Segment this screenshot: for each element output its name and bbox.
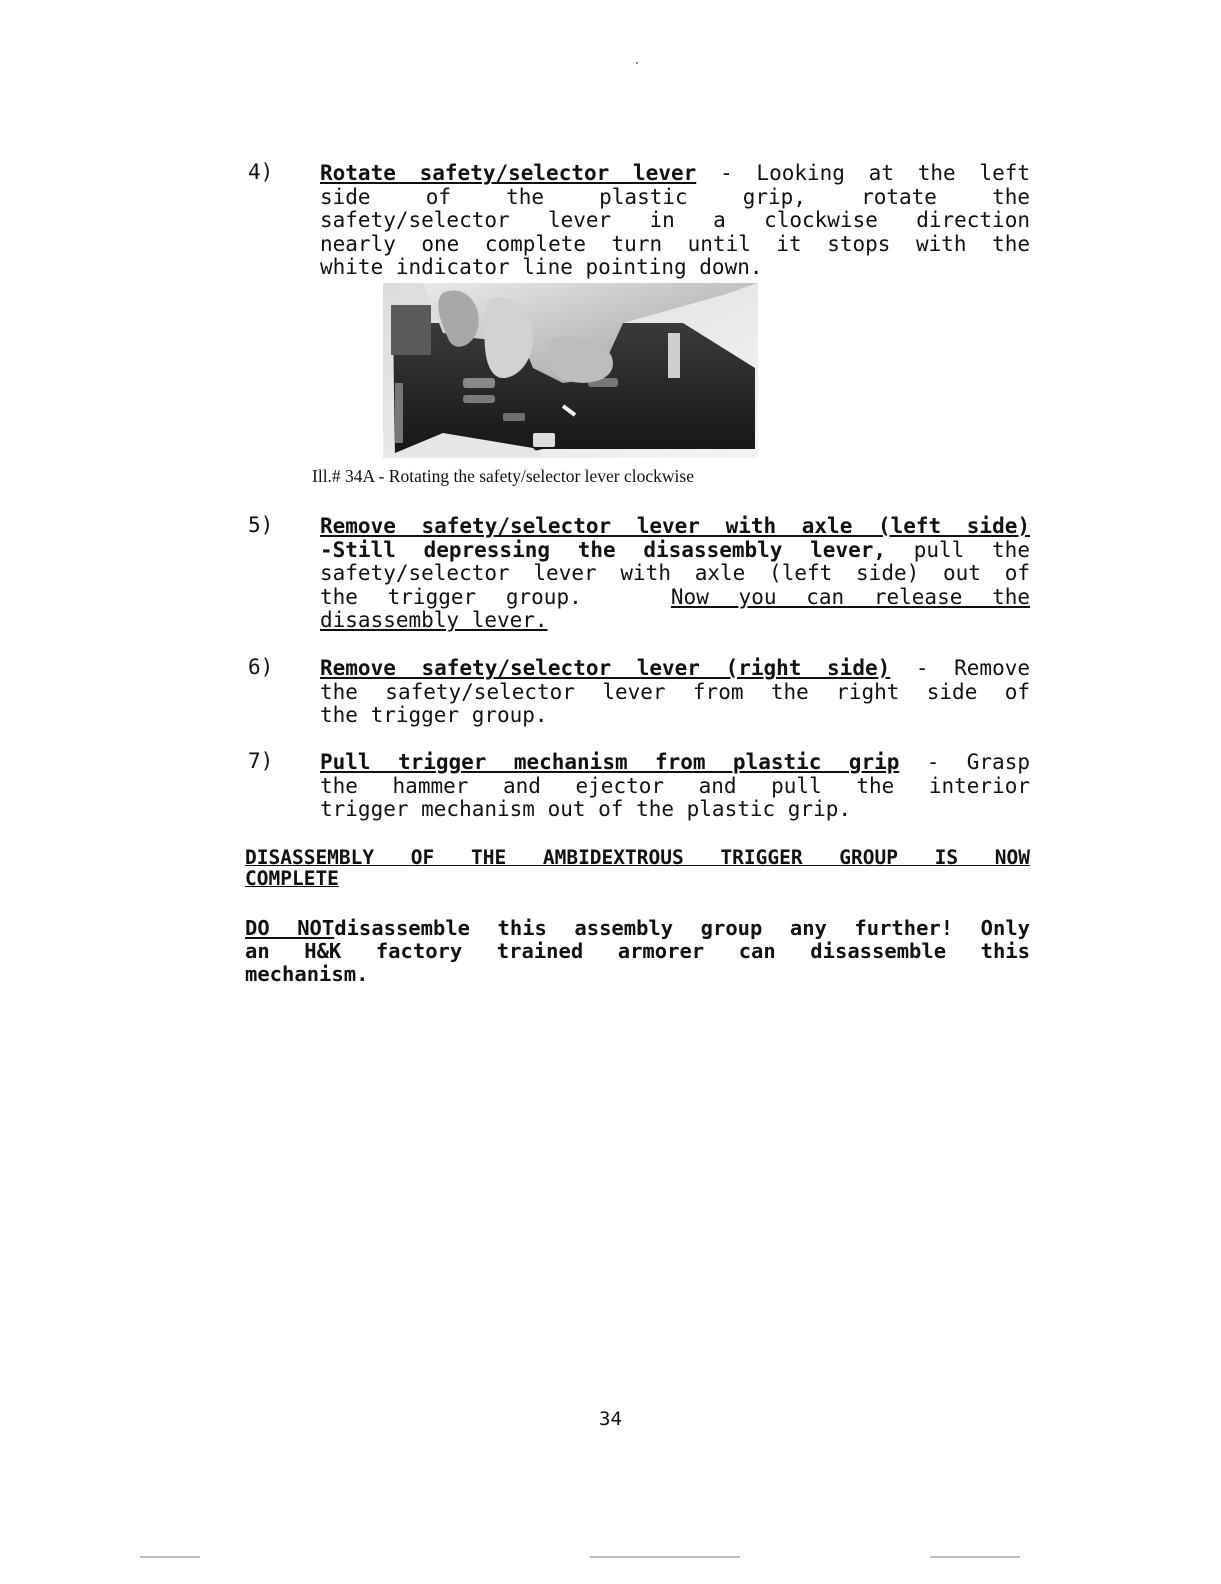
step-title: Pull trigger mechanism from plastic grip [320, 750, 900, 774]
step-title: Remove safety/selector lever (right side) [320, 656, 891, 680]
scan-artifact [930, 1556, 1020, 1558]
step-number: 6) [248, 655, 274, 679]
scan-speck [636, 62, 638, 64]
page-number: 34 [599, 1408, 622, 1430]
illustration-34a [383, 283, 758, 458]
step-body: Pull trigger mechanism from plastic grip - Grasp the hammer and ejector and pull the interior trigger mechanism out of the plastic grip. [320, 750, 1030, 821]
completion-notice: DISASSEMBLY OF THE AMBIDEXTROUS TRIGGER GROUP IS NOW COMPLETE [245, 846, 1030, 890]
step-number: 5) [248, 513, 274, 537]
step-title: Remove safety/selector lever with axle (left side) [320, 514, 1030, 538]
figure-caption: Ill.# 34A - Rotating the safety/selector lever clockwise [312, 466, 694, 486]
step-number: 7) [248, 749, 274, 773]
step-title: Rotate safety/selector lever [320, 161, 697, 185]
warning-note: DO NOTdisassemble this assembly group any further! Only an H&K factory trained armorer can disassemble this mechanism. [245, 916, 1030, 986]
step-body: Remove safety/selector lever (right side) - Remove the safety/selector lever from the right side of the trigger group. [320, 656, 1030, 727]
step-body: Rotate safety/selector lever - Looking at the left side of the plastic grip, rotate the safety/selector lever in a clockwise direction nearly one complete turn until it stops with the white indicator line pointing down. [320, 161, 1030, 279]
do-not-label: DO NOT [245, 916, 335, 940]
hand-rotating-lever-photo-icon [383, 283, 758, 458]
step-number: 4) [248, 160, 274, 184]
step-body: Remove safety/selector lever with axle (left side) -Still depressing the disassembly lever, pull the safety/selector lever with axle (left side) out of the trigger group. Now you can release the disassembly lever. [320, 514, 1031, 632]
scan-artifact [590, 1556, 740, 1558]
scan-artifact [140, 1556, 200, 1558]
